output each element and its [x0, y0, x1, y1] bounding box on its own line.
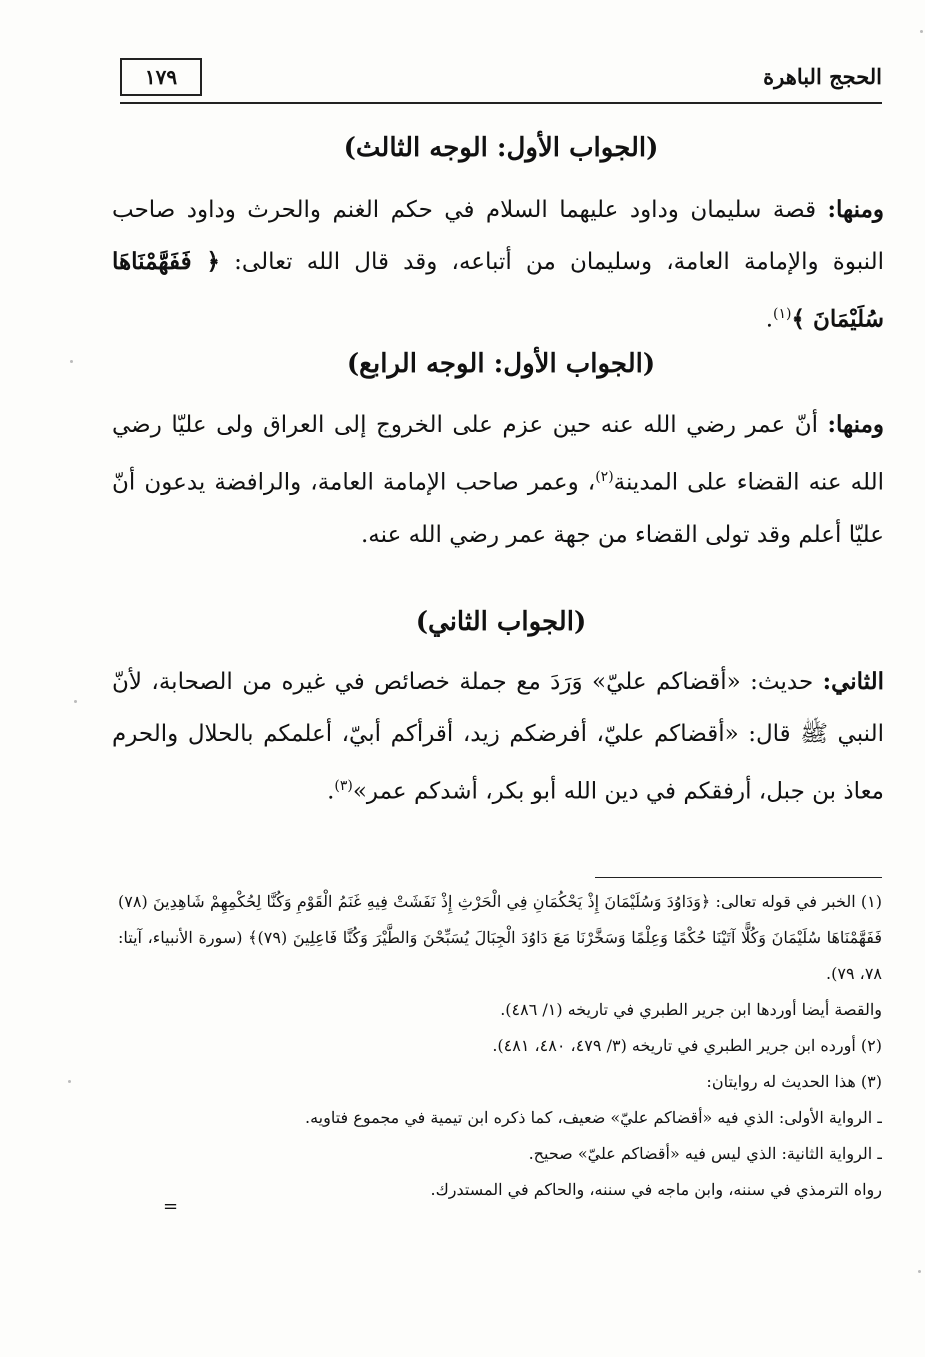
section-paragraph-2: [112, 399, 884, 561]
continuation-mark: =: [163, 1196, 179, 1217]
book-title: الحجج الباهرة: [763, 64, 882, 89]
paragraph-text: قصة سليمان وداود عليهما السلام في حكم الغنم والحرث وداود صاحب النبوة والإمامة العامة، وسليمان من أتباعه، وقد قال الله تعالى:: [112, 197, 884, 275]
scan-speck: [70, 360, 73, 363]
footnote-divider: [595, 877, 882, 878]
footnote-2: (٢) أورده ابن جرير الطبري في تاريخه (٣/ ٤٧٩، ٤٨٠، ٤٨١).: [492, 1036, 882, 1055]
footnote-ref-1[interactable]: (١): [773, 306, 792, 322]
footnote-1-line-2: شَاهِدِينَ (٧٨) فَفَهَّمْنَاهَا سُلَيْمَانَ وَكُلًّا آتَيْنَا حُكْمًا وَعِلْمًا وَسَخَّرْنَا مَعَ دَاوُدَ الْجِبَالَ يُسَبِّحْنَ وَالطَّيْرَ وَكُنَّا فَاعِلِينَ: [118, 892, 882, 947]
paragraph-tail: .: [327, 778, 335, 805]
quran-quote: ﴿ فَفَهَّمْنَاهَا سُلَيْمَانَ ﴾: [112, 248, 884, 333]
running-head: [120, 50, 882, 104]
paragraph-text: حديث: «أقضاكم عليّ» وَرَدَ مع جملة خصائص في غيره من الصحابة، لأنّ النبي ﷺ قال: «أقضاكم عليّ، أفرضكم زيد، أقرأكم أبيّ، أعلمكم بالحلال والحرم معاذ بن جبل، أرفقكم في دين الله أبو بكر، أشدكم عمر»: [112, 669, 884, 805]
footnote-1-line-3: (٧٩)﴾ (سورة الأنبياء، آيتا: ٧٨، ٧٩).: [118, 928, 882, 983]
paragraph-lead: ومنها:: [827, 196, 884, 223]
section-heading-2: (الجواب الأول: الوجه الرابع): [346, 349, 656, 379]
section-heading-3: (الجواب الثاني): [415, 607, 587, 637]
scan-speck: [918, 1270, 921, 1273]
footnote-3-intro: (٣) هذا الحديث له روايتان:: [706, 1072, 882, 1091]
footnote-3-sources: رواه الترمذي في سننه، وابن ماجه في سننه، والحاكم في المستدرك.: [430, 1180, 882, 1199]
scan-speck: [920, 30, 923, 33]
paragraph-text: أنّ عمر رضي الله عنه حين عزم على الخروج إلى العراق ولى عليّا رضي الله عنه القضاء على المدينة: [112, 412, 884, 496]
paragraph-lead: ومنها:: [827, 411, 884, 438]
scan-speck: [74, 700, 77, 703]
footnotes: [118, 884, 882, 1208]
footnote-3-narration-2: ـ الرواية الثانية: الذي ليس فيه «أقضاكم عليّ» صحيح.: [528, 1144, 882, 1163]
scan-speck: [68, 1080, 71, 1083]
paragraph-lead: الثاني:: [822, 668, 884, 695]
footnote-ref-3[interactable]: (٣): [334, 778, 353, 794]
footnote-1-line-1: (١) الخبر في قوله تعالى: ﴿وَدَاوُدَ وَسُلَيْمَانَ إِذْ يَحْكُمَانِ فِي الْحَرْثِ إِذْ نَفَشَتْ فِيهِ غَنَمُ الْقَوْمِ وَكُنَّا لِحُكْمِهِمْ: [209, 892, 882, 911]
footnote-3-narration-1: ـ الرواية الأولى: الذي فيه «أقضاكم عليّ» ضعيف، كما ذكره ابن تيمية في مجموع فتاويه.: [304, 1108, 882, 1127]
section-paragraph-3: [112, 656, 884, 818]
footnote-1: [118, 884, 882, 992]
paragraph-tail: ، وعمر صاحب الإمامة العامة، والرافضة يدعون أنّ عليّا أعلم وقد تولى القضاء من جهة عمر رضي الله عنه.: [112, 469, 884, 548]
paragraph-tail: .: [765, 306, 774, 333]
section-heading-1: (الجواب الأول: الوجه الثالث): [343, 133, 659, 163]
section-paragraph-1: [112, 184, 884, 346]
footnote-1-note: والقصة أيضا أوردها ابن جرير الطبري في تاريخه (١/ ٤٨٦).: [500, 1000, 882, 1019]
page-number: ١٧٩: [120, 58, 202, 96]
footnote-ref-2[interactable]: (٢): [595, 469, 614, 485]
